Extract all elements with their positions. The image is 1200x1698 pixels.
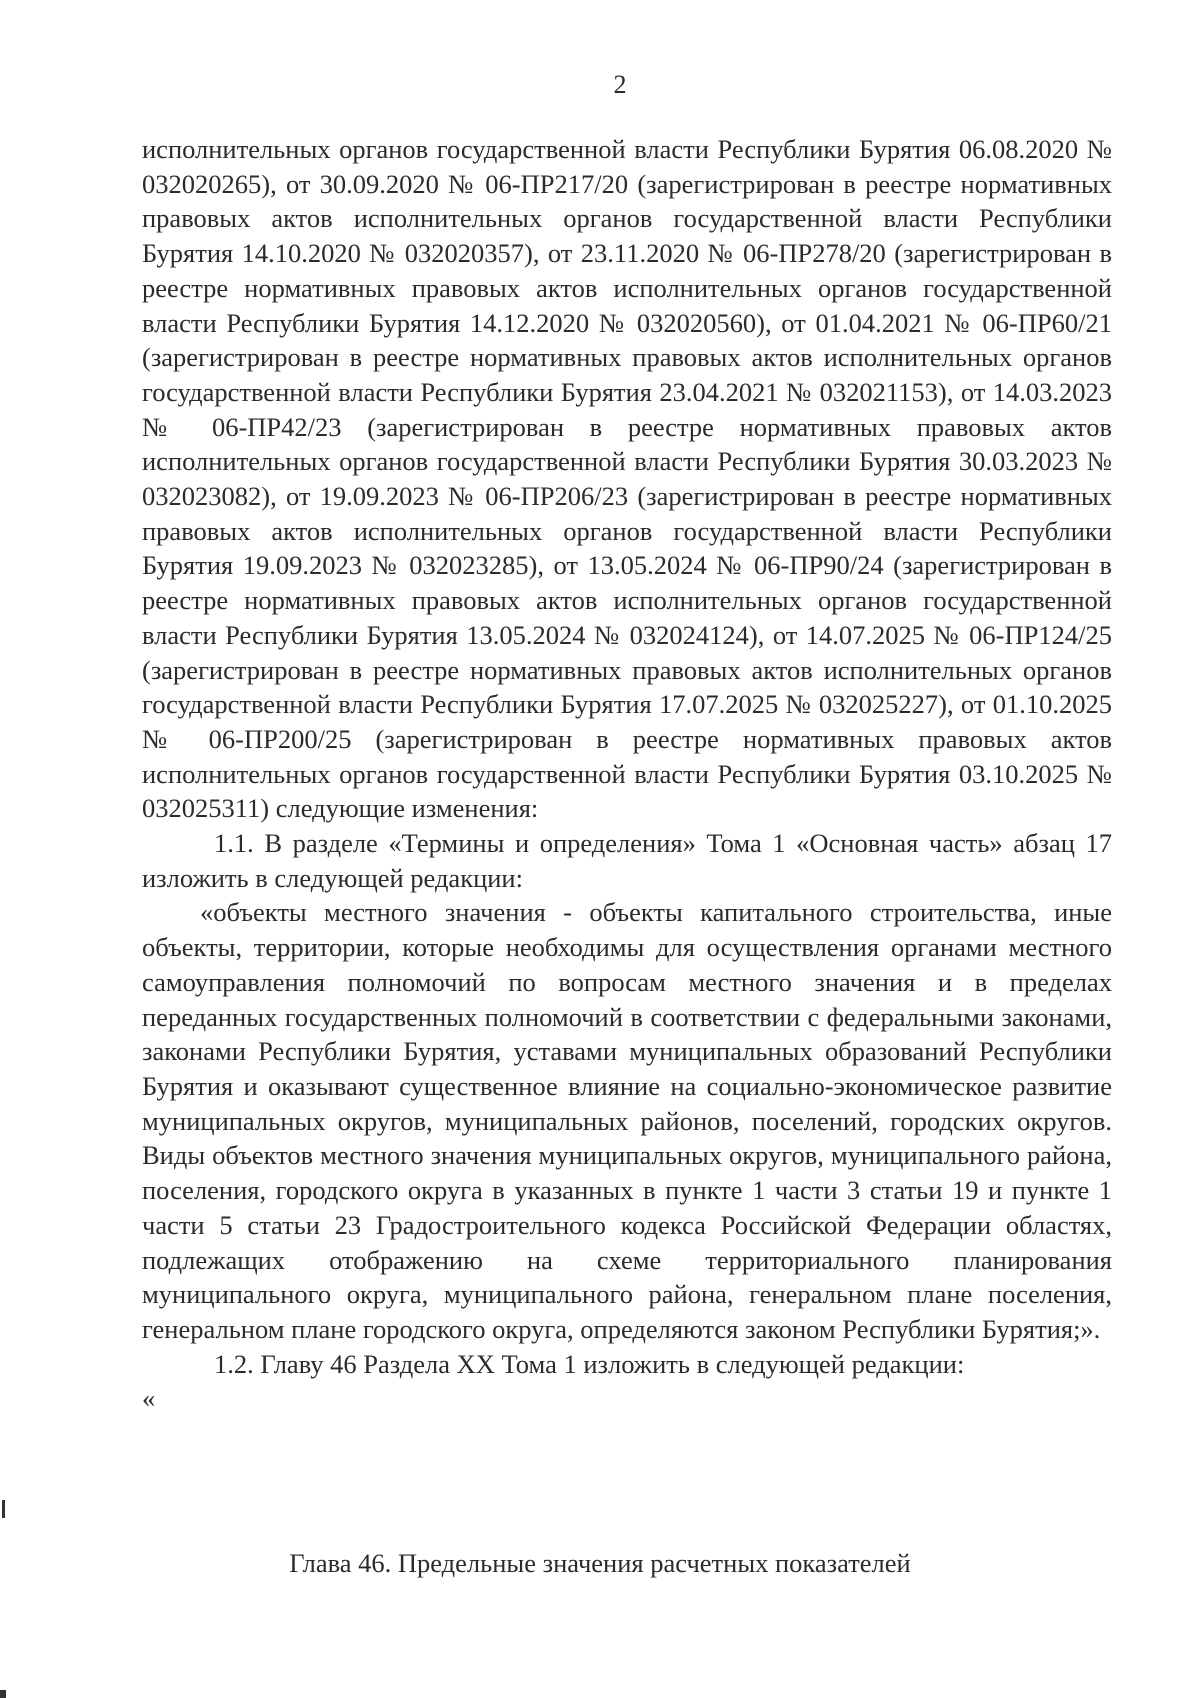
- document-body: [142, 132, 1112, 1416]
- paragraph-item-1-1: 1.1. В разделе «Термины и определения» Тома 1 «Основная часть» абзац 17 изложить в следующей редакции:: [142, 828, 1112, 893]
- paragraph-definition-quote: «объекты местного значения - объекты капитального строительства, иные объекты, территории, которые необходимы для осуществления органами местного самоуправления полномочий по вопросам местного значения и в пределах переданных государственных полномочий в соответствии с федеральными законами, законами Республики Бурятия, уставами муниципальных образований Республики Бурятия и оказывают существенное влияние на социально-экономическое развитие муниципальных округов, муниципальных районов, поселений, городских округов. Виды объектов местного значения муниципальных округов, муниципального района, поселения, городского округа в указанных в пункте 1 части 3 статьи 19 и пункте 1 части 5 статьи 23 Градостроительного кодекса Российской Федерации областях, подлежащих отображению на схеме территориального планирования муниципального округа, муниципального района, генеральном плане поселения, генеральном плане городского округа, определяются законом Республики Бурятия;».: [142, 897, 1112, 1344]
- paragraph-amendment-list: исполнительных органов государственной власти Республики Бурятия 06.08.2020 № 032020265), от 30.09.2020 № 06-ПР217/20 (зарегистрирован в реестре нормативных правовых актов исполнительных органов государственной власти Республики Бурятия 14.10.2020 № 032020357), от 23.11.2020 № 06-ПР278/20 (зарегистрирован в реестре нормативных правовых актов исполнительных органов государственной власти Республики Бурятия 14.12.2020 № 032020560), от 01.04.2021 № 06-ПР60/21 (зарегистрирован в реестре нормативных правовых актов исполнительных органов государственной власти Республики Бурятия 23.04.2021 № 032021153), от 14.03.2023 № 06-ПР42/23 (зарегистрирован в реестре нормативных правовых актов исполнительных органов государственной власти Республики Бурятия 30.03.2023 № 032023082), от 19.09.2023 № 06-ПР206/23 (зарегистрирован в реестре нормативных правовых актов исполнительных органов государственной власти Республики Бурятия 19.09.2023 № 032023285), от 13.05.2024 № 06-ПР90/24 (зарегистрирован в реестре нормативных правовых актов исполнительных органов государственной власти Республики Бурятия 13.05.2024 № 032024124), от 14.07.2025 № 06-ПР124/25 (зарегистрирован в реестре нормативных правовых актов исполнительных органов государственной власти Республики Бурятия 17.07.2025 № 032025227), от 01.10.2025 № 06-ПР200/25 (зарегистрирован в реестре нормативных правовых актов исполнительных органов государственной власти Республики Бурятия 03.10.2025 № 032025311) следующие изменения:: [142, 134, 1112, 824]
- scan-artifact-left: [2, 1500, 5, 1518]
- paragraph-item-1-2: 1.2. Главу 46 Раздела XX Тома 1 изложить в следующей редакции:: [214, 1348, 965, 1379]
- page-number: 2: [613, 70, 627, 99]
- chapter-title: Глава 46. Предельные значения расчетных показателей: [289, 1548, 911, 1578]
- quote-open-mark: «: [142, 1383, 156, 1414]
- scan-artifact-bottom: [0, 1690, 6, 1698]
